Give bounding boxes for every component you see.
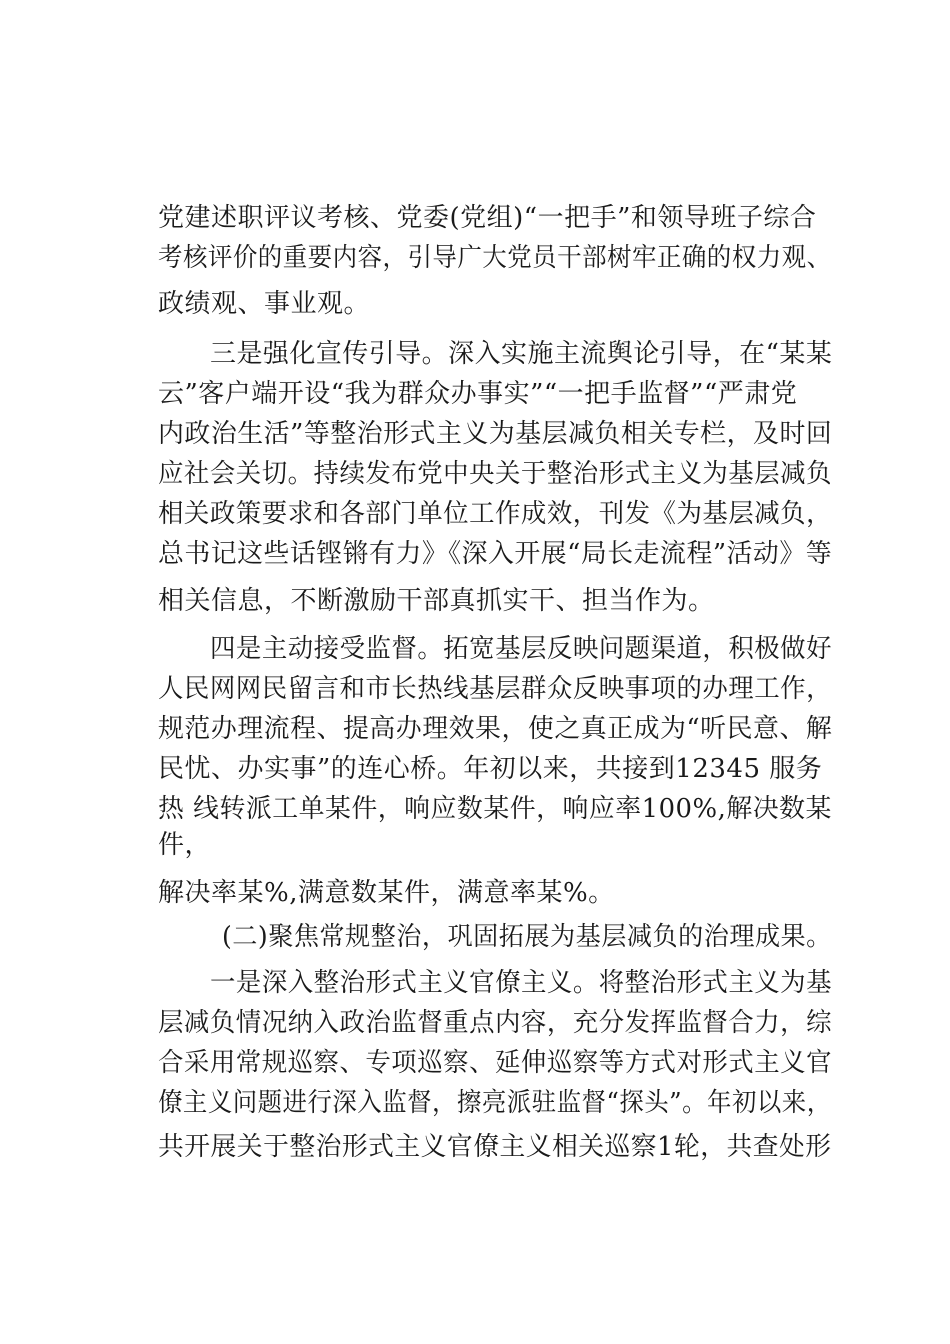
text-line: 件， [158, 830, 212, 860]
paragraph-start-line: 三是强化宣传引导。深入实施主流舆论引导，在“某某 [210, 339, 833, 369]
text-line: 热 线转派工单某件，响应数某件，响应率100%,解决数某 [158, 794, 832, 824]
text-line: 政绩观、事业观。 [158, 289, 371, 319]
text-line: 考核评价的重要内容，引导广大党员干部树牢正确的权力观、 [158, 243, 832, 273]
text-line: 民忧、办实事”的连心桥。年初以来，共接到12345 服务 [158, 754, 823, 784]
text-line: 层减负情况纳入政治监督重点内容，充分发挥监督合力，综 [158, 1008, 833, 1038]
text-line: 总书记这些话铿锵有力》《深入开展“局长走流程”活动》等 [158, 539, 833, 569]
text-line: 应社会关切。持续发布党中央关于整治形式主义为基层减负 [158, 459, 833, 489]
text-line: 解决率某%,满意数某件，满意率某%。 [158, 878, 615, 908]
text-line: 内政治生活”等整治形式主义为基层减负相关专栏，及时回 [158, 419, 833, 449]
text-line: 云”客户端开设“我为群众办事实”“一把手监督”“严肃党 [158, 379, 798, 409]
text-line: 党建述职评议考核、党委(党组)“一把手”和领导班子综合 [158, 203, 817, 233]
text-line: 相关信息，不断激励干部真抓实干、担当作为。 [158, 586, 715, 616]
text-line: 相关政策要求和各部门单位工作成效，刊发《为基层减负， [158, 499, 833, 529]
text-line: 规范办理流程、提高办理效果，使之真正成为“听民意、解 [158, 714, 833, 744]
section-heading: (二)聚焦常规整治，巩固拓展为基层减负的治理成果。 [222, 922, 832, 952]
text-line: 共开展关于整治形式主义官僚主义相关巡察1轮，共查处形 [158, 1132, 832, 1162]
text-line: 合采用常规巡察、专项巡察、延伸巡察等方式对形式主义官 [158, 1048, 833, 1078]
paragraph-start-line: 四是主动接受监督。拓宽基层反映问题渠道，积极做好 [210, 634, 833, 664]
text-line: 僚主义问题进行深入监督，擦亮派驻监督“探头”。年初以来， [158, 1088, 832, 1118]
paragraph-start-line: 一是深入整治形式主义官僚主义。将整治形式主义为基 [210, 968, 833, 998]
text-line: 人民网网民留言和市长热线基层群众反映事项的办理工作， [158, 674, 833, 704]
